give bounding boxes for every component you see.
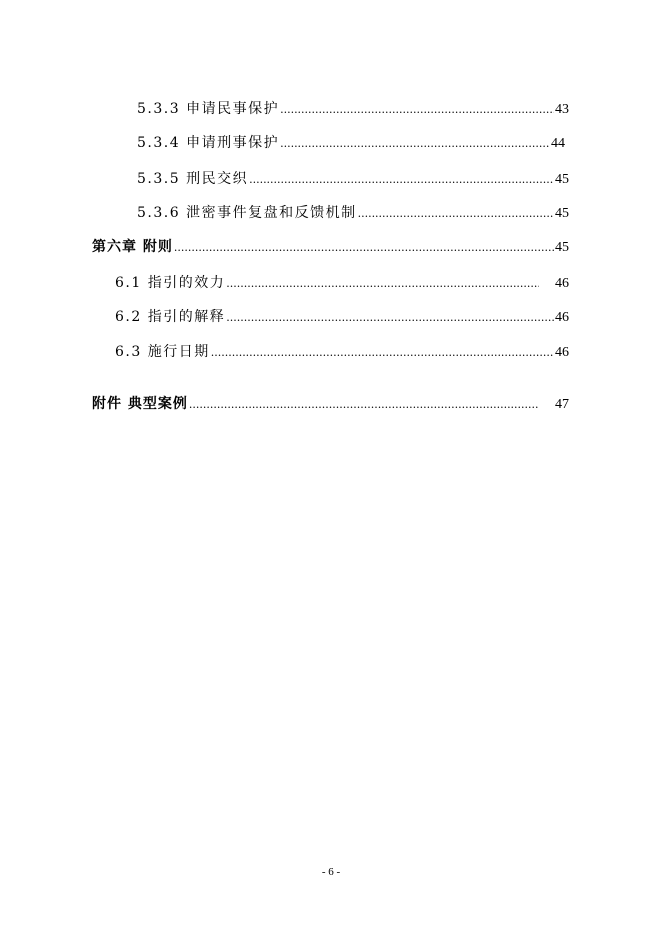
toc-dot-leader: [226, 308, 554, 328]
toc-dot-leader: [249, 170, 554, 190]
toc-entry-label: 5.3.6 泄密事件复盘和反馈机制: [137, 205, 357, 221]
toc-dot-leader: [358, 204, 554, 224]
toc-dot-leader: [226, 274, 539, 294]
toc-page-number: 46: [555, 310, 569, 325]
toc-page-number: 43: [555, 102, 569, 117]
toc-entry-6-1[interactable]: [115, 273, 569, 293]
toc-entry-chapter-6[interactable]: [92, 237, 569, 257]
toc-entry-appendix[interactable]: [92, 394, 569, 414]
toc-entry-label: 6.1 指引的效力: [115, 275, 226, 291]
toc-entry-label: 6.2 指引的解释: [115, 309, 226, 325]
toc-entry-label: 5.3.3 申请民事保护: [137, 101, 280, 117]
toc-entry-label: 5.3.4 申请刑事保护: [137, 135, 280, 151]
toc-page-number: 45: [555, 206, 569, 221]
toc-entry-5-3-5[interactable]: [137, 169, 569, 189]
toc-dot-leader: [211, 343, 554, 363]
toc-entry-5-3-6[interactable]: [137, 203, 569, 223]
page-number-footer: - 6 -: [321, 866, 341, 878]
toc-entry-6-2[interactable]: [115, 307, 569, 327]
toc-page-number: 45: [555, 172, 569, 187]
toc-page-number: 45: [555, 240, 569, 255]
toc-dot-leader: [174, 238, 554, 258]
toc-entry-label: 6.3 施行日期: [115, 344, 210, 360]
toc-entry-label: 5.3.5 刑民交织: [137, 171, 249, 187]
toc-chapter-label: 第六章 附则: [92, 239, 173, 255]
toc-dot-leader: [280, 100, 554, 120]
toc-page-number: 47: [555, 397, 569, 412]
toc-dot-leader: [189, 395, 539, 415]
toc-chapter-label: 附件 典型案例: [92, 396, 188, 412]
toc-entry-5-3-3[interactable]: [137, 99, 569, 119]
toc-page-number: 46: [555, 345, 569, 360]
toc-page-number: 46: [555, 276, 569, 291]
toc-entry-6-3[interactable]: [115, 342, 569, 362]
toc-page-number: 44: [551, 136, 565, 151]
toc-dot-leader: [280, 134, 550, 154]
toc-entry-5-3-4[interactable]: [137, 133, 565, 153]
